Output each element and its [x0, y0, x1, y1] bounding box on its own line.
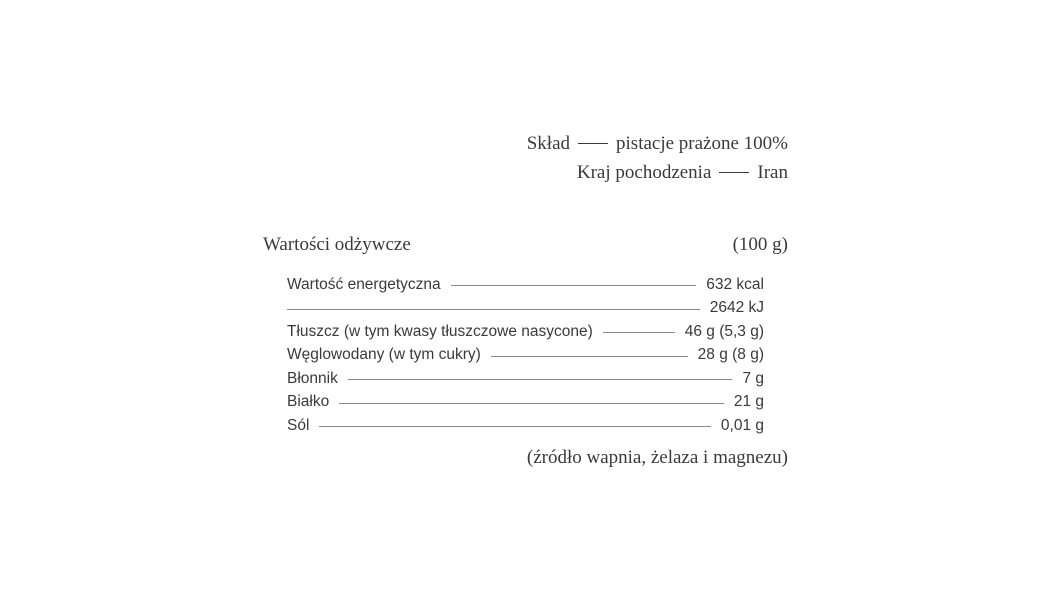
- composition-label: Skład: [526, 133, 571, 154]
- nutrition-footnote: (źródło wapnia, żelaza i magnezu): [526, 447, 788, 468]
- row-value: 2642 kJ: [709, 299, 764, 317]
- composition-line: [527, 129, 788, 158]
- nutrition-row-protein: [287, 391, 764, 415]
- row-label: Tłuszcz (w tym kwasy tłuszczowe nasycone): [287, 322, 593, 340]
- nutrition-table: [287, 273, 764, 438]
- dash-divider: [719, 172, 749, 173]
- product-info: [527, 129, 788, 187]
- leader-line: [348, 379, 733, 380]
- nutrition-per-unit: (100 g): [732, 234, 788, 255]
- nutrition-row-fiber: [287, 367, 764, 391]
- row-value: 632 kcal: [706, 275, 764, 293]
- leader-line: [339, 403, 724, 404]
- row-value: 46 g (5,3 g): [684, 322, 764, 340]
- row-value: 21 g: [733, 393, 764, 411]
- origin-line: [527, 158, 788, 187]
- leader-line: [287, 309, 700, 310]
- leader-line: [603, 332, 675, 333]
- nutrition-row-salt: [287, 414, 764, 438]
- row-value: 7 g: [742, 369, 764, 387]
- composition-value: pistacje prażone 100%: [616, 133, 788, 154]
- row-label: Białko: [287, 393, 330, 411]
- dash-divider: [578, 143, 608, 144]
- leader-line: [451, 285, 697, 286]
- nutrition-row-carbs: [287, 344, 764, 368]
- leader-line: [319, 426, 710, 427]
- nutrition-row-energy-kcal: [287, 273, 764, 297]
- row-value: 0,01 g: [720, 416, 764, 434]
- nutrition-row-energy-kj: [287, 297, 764, 321]
- row-label: Węglowodany (w tym cukry): [287, 346, 481, 364]
- origin-value: Iran: [757, 162, 788, 183]
- row-label: Sól: [287, 416, 310, 434]
- nutrition-title: Wartości odżywcze: [263, 234, 411, 255]
- row-label: Wartość energetyczna: [287, 275, 441, 293]
- leader-line: [491, 356, 688, 357]
- row-label: Błonnik: [287, 369, 338, 387]
- nutrition-row-fat: [287, 320, 764, 344]
- row-value: 28 g (8 g): [697, 346, 764, 364]
- nutrition-header: [263, 233, 788, 257]
- origin-label: Kraj pochodzenia: [576, 162, 712, 183]
